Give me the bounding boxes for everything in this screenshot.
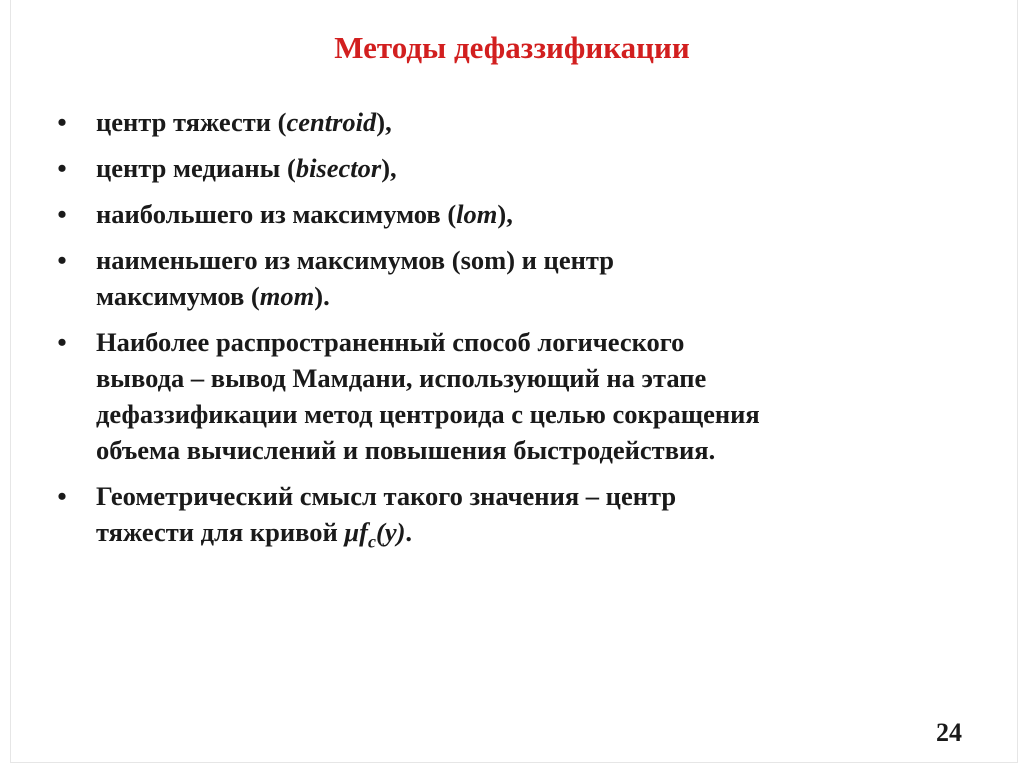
bullet-item-mamdani bbox=[52, 324, 972, 468]
formula-mu-f: μf bbox=[344, 517, 368, 547]
bullet-line: дефаззификации метод центроида с целью сокращения bbox=[96, 399, 760, 429]
bullet-marker: • bbox=[57, 199, 67, 229]
bullet-marker: • bbox=[57, 153, 67, 183]
term-mom: mom bbox=[259, 281, 315, 311]
bullet-item-lom bbox=[52, 196, 972, 232]
term-centroid: centroid bbox=[286, 107, 377, 137]
bullet-line: вывода – вывод Мамдани, использующий на этапе bbox=[96, 363, 707, 393]
bullet-line: объема вычислений и повышения быстродействия. bbox=[96, 435, 716, 465]
formula-subscript: c bbox=[368, 531, 376, 552]
bullet-line: Наиболее распространенный способ логического bbox=[96, 327, 685, 357]
page-number: 24 bbox=[936, 718, 962, 747]
bullet-text: наибольшего из максимумов ( bbox=[96, 199, 457, 229]
bullet-marker: • bbox=[57, 327, 67, 357]
bullet-suffix: ), bbox=[376, 107, 392, 137]
term-lom: lom bbox=[456, 199, 498, 229]
slide-title: Методы дефаззификации bbox=[334, 30, 690, 65]
bullet-suffix: . bbox=[405, 517, 413, 547]
bullet-item-som-mom bbox=[52, 242, 972, 314]
bullet-text: центр медианы ( bbox=[96, 153, 296, 183]
bullet-item-centroid bbox=[52, 104, 972, 140]
bullet-text: центр тяжести ( bbox=[96, 107, 287, 137]
bullet-marker: • bbox=[57, 481, 67, 511]
bullet-suffix: ), bbox=[497, 199, 513, 229]
bullet-line: Геометрический смысл такого значения – центр bbox=[96, 481, 677, 511]
bullet-suffix: ). bbox=[314, 281, 330, 311]
bullet-text: наименьшего из максимумов (som) и центр bbox=[96, 245, 614, 275]
bullet-item-bisector bbox=[52, 150, 972, 186]
term-bisector: bisector bbox=[295, 153, 382, 183]
bullet-line: тяжести для кривой bbox=[96, 517, 345, 547]
bullet-item-geometric-meaning bbox=[52, 478, 972, 559]
bullet-text-line2: максимумов ( bbox=[96, 281, 260, 311]
bullet-marker: • bbox=[57, 245, 67, 275]
bullet-list bbox=[52, 104, 972, 569]
formula-argument: (y) bbox=[376, 517, 406, 547]
bullet-marker: • bbox=[57, 107, 67, 137]
bullet-suffix: ), bbox=[381, 153, 397, 183]
